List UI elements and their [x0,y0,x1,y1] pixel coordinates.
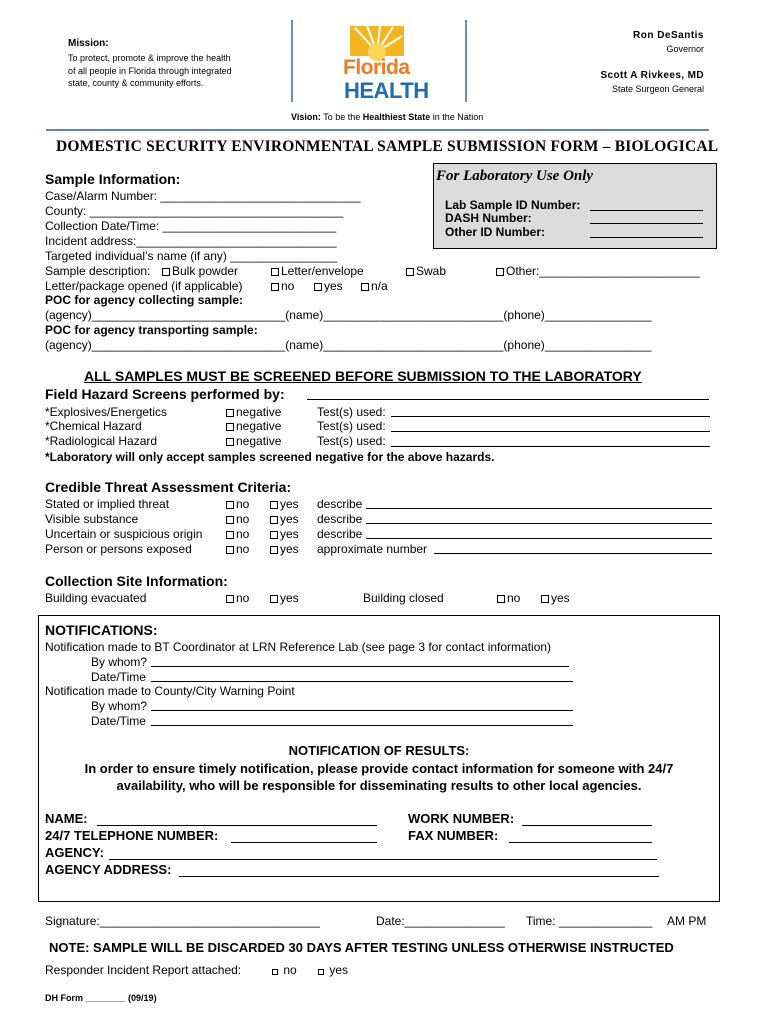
threat-heading: Credible Threat Assessment Criteria: [45,479,292,495]
time-field[interactable]: Time: ______________ [526,914,653,928]
hazard-note: *Laboratory will only accept samples screened negative for the above hazards. [45,450,495,464]
threat-no-checkbox[interactable]: no [226,527,249,541]
surgeon-name: Scott A Rivkees, MD [600,70,704,81]
lab-use-box [433,163,717,249]
hazard-tests-label: Test(s) used: [317,434,386,448]
checkbox-icon[interactable] [361,283,369,291]
notifications-heading: NOTIFICATIONS: [45,622,158,638]
form-title: DOMESTIC SECURITY ENVIRONMENTAL SAMPLE SUBMISSION FORM – BIOLOGICAL [56,138,719,155]
checkbox-icon[interactable] [226,501,234,509]
fax-number-label: FAX NUMBER: [408,828,499,843]
chemical-negative-checkbox[interactable]: negative [226,419,281,433]
checkbox-icon[interactable] [226,423,234,431]
threat-row-label: Uncertain or suspicious origin [45,527,203,541]
swab-checkbox[interactable]: Swab [406,264,446,278]
contact-name-line[interactable] [97,825,377,826]
threat-yes-checkbox[interactable]: yes [270,542,299,556]
checkbox-icon[interactable] [314,283,322,291]
agency-label: AGENCY: [45,845,104,860]
checkbox-icon[interactable] [497,595,505,603]
opened-na-checkbox[interactable]: n/a [361,279,388,293]
threat-no-checkbox[interactable]: no [226,512,249,526]
threat-no-checkbox[interactable]: no [226,542,249,556]
surgeon-title: State Surgeon General [611,84,704,94]
radiological-tests-line[interactable] [391,446,710,447]
lab-sample-id-line[interactable] [590,210,703,211]
hazard-row-label: *Chemical Hazard [45,419,142,433]
notifications-box [38,615,720,902]
work-number-label: WORK NUMBER: [408,811,515,826]
targeted-name-field[interactable]: Targeted individual’s name (if any) ________________ [45,249,337,263]
results-line-2: availability, who will be responsible for disseminating results to other local agencies. [116,778,642,793]
work-number-line[interactable] [522,825,652,826]
dash-number-line[interactable] [590,223,703,224]
threat-describe-line[interactable] [366,508,712,509]
contact-name-label: NAME: [45,811,88,826]
dash-number-label: DASH Number: [445,211,532,225]
telephone-label: 24/7 TELEPHONE NUMBER: [45,828,219,843]
poc-transporting-line[interactable]: (agency)_____________________________(name)___________________________(phone)________________ [45,338,652,352]
responder-no-checkbox[interactable]: no [272,963,297,977]
other-checkbox[interactable]: Other:________________________ [496,264,700,278]
bulk-powder-checkbox[interactable]: Bulk powder [162,264,238,278]
threat-yes-checkbox[interactable]: yes [270,527,299,541]
header-divider-left [291,20,293,102]
threat-yes-checkbox[interactable]: yes [270,497,299,511]
threat-row-label: Stated or implied threat [45,497,170,511]
agency-line[interactable] [109,859,657,860]
building-closed-label: Building closed [363,591,444,605]
logo-florida-text: Florida [343,56,410,79]
hazard-tests-label: Test(s) used: [317,405,386,419]
sample-description-label: Sample description: [45,264,151,278]
county-by-whom-label: By whom? [91,699,148,713]
hazard-tests-label: Test(s) used: [317,419,386,433]
discard-note: NOTE: SAMPLE WILL BE DISCARDED 30 DAYS AFTER TESTING UNLESS OTHERWISE INSTRUCTED [49,940,674,955]
opened-no-checkbox[interactable]: no [271,279,294,293]
signature-field[interactable]: Signature:_________________________________ [45,914,320,928]
threat-describe-line[interactable] [366,523,712,524]
closed-no-checkbox[interactable]: no [497,591,520,605]
bt-by-whom-label: By whom? [91,655,148,669]
threat-approx-line[interactable] [434,553,712,554]
radiological-negative-checkbox[interactable]: negative [226,434,281,448]
checkbox-icon[interactable] [270,516,278,524]
closed-yes-checkbox[interactable]: yes [541,591,570,605]
screening-banner: ALL SAMPLES MUST BE SCREENED BEFORE SUBMISSION TO THE LABORATORY [84,368,642,384]
checkbox-icon[interactable] [271,283,279,291]
letter-envelope-checkbox[interactable]: Letter/envelope [271,264,364,278]
chemical-tests-line[interactable] [391,431,710,432]
county-notification-label: Notification made to County/City Warning Point [45,684,295,698]
lab-box-title: For Laboratory Use Only [436,168,594,184]
responder-report-label: Responder Incident Report attached: [45,963,242,977]
other-id-line[interactable] [590,237,703,238]
opened-yes-checkbox[interactable]: yes [314,279,343,293]
threat-describe-label: describe [317,527,363,541]
threat-row-label: Visible substance [45,512,139,526]
hazard-row-label: *Radiological Hazard [45,434,158,448]
agency-address-line[interactable] [179,876,659,877]
florida-health-logo [340,18,429,104]
county-datetime-label: Date/Time [91,714,146,728]
building-evacuated-label: Building evacuated [45,591,147,605]
checkbox-icon[interactable] [226,595,234,603]
results-title: NOTIFICATION OF RESULTS: [288,743,470,758]
case-number-field[interactable]: Case/Alarm Number: ______________________________ [45,189,361,203]
evacuated-no-checkbox[interactable]: no [226,591,249,605]
checkbox-icon[interactable] [226,546,234,554]
threat-yes-checkbox[interactable]: yes [270,512,299,526]
county-datetime-line[interactable] [151,725,573,726]
threat-no-checkbox[interactable]: no [226,497,249,511]
checkbox-icon[interactable] [226,438,234,446]
bt-datetime-line[interactable] [151,681,573,682]
date-field[interactable]: Date:_______________ [376,914,505,928]
checkbox-icon[interactable] [270,546,278,554]
evacuated-yes-checkbox[interactable]: yes [270,591,299,605]
checkbox-icon[interactable] [271,268,279,276]
threat-describe-line[interactable] [366,538,712,539]
hazard-performer-line[interactable] [307,399,709,400]
checkbox-icon[interactable] [496,268,504,276]
checkbox-icon[interactable] [270,531,278,539]
header-divider-right [465,20,467,102]
mission-title: Mission: [68,38,109,49]
checkbox-icon[interactable] [318,969,324,975]
vision-statement: Vision: To be the Healthiest State in the Nation [291,112,484,122]
am-pm-label: AM PM [667,914,707,928]
bt-notification-label: Notification made to BT Coordinator at LRN Reference Lab (see page 3 for contact information) [45,640,552,654]
governor-name: Ron DeSantis [632,30,704,41]
results-line-1: In order to ensure timely notification, please provide contact information for someone with 24/7 [84,761,674,776]
sample-info-heading: Sample Information: [45,171,181,187]
poc-collecting-line[interactable]: (agency)_____________________________(name)___________________________(phone)________________ [45,308,652,322]
fax-number-line[interactable] [509,842,652,843]
other-id-label: Other ID Number: [445,225,546,239]
checkbox-icon[interactable] [406,268,414,276]
checkbox-icon[interactable] [226,409,234,417]
collection-datetime-field[interactable]: Collection Date/Time: __________________________ [45,219,337,233]
hazard-heading: Field Hazard Screens performed by: [45,386,285,402]
threat-describe-label: describe [317,497,363,511]
county-by-whom-line[interactable] [151,710,573,711]
checkbox-icon[interactable] [226,516,234,524]
lab-sample-id-label: Lab Sample ID Number: [445,198,581,212]
threat-describe-label: describe [317,512,363,526]
mission-text: To protect, promote & improve the health of all people in Florida through integrated state, county & community efforts. [68,53,232,88]
checkbox-icon[interactable] [270,501,278,509]
county-field[interactable]: County: ______________________________________ [45,204,344,218]
threat-approx-label: approximate number [317,542,428,556]
explosives-negative-checkbox[interactable]: negative [226,405,281,419]
logo-health-text: HEALTH [344,78,429,103]
hazard-row-label: *Explosives/Energetics [45,405,168,419]
governor-title: Governor [666,44,704,54]
bt-datetime-label: Date/Time [91,670,146,684]
incident-address-field[interactable]: Incident address:______________________________ [45,234,337,248]
explosives-tests-line[interactable] [391,416,710,417]
checkbox-icon[interactable] [162,268,170,276]
checkbox-icon[interactable] [270,595,278,603]
threat-row-label: Person or persons exposed [45,542,192,556]
poc-transporting-label: POC for agency transporting sample: [45,323,258,337]
bt-by-whom-line[interactable] [151,666,569,667]
agency-address-label: AGENCY ADDRESS: [45,862,172,877]
responder-yes-checkbox[interactable]: yes [318,963,348,977]
checkbox-icon[interactable] [226,531,234,539]
checkbox-icon[interactable] [541,595,549,603]
form-footer: DH Form ________ (09/19) [45,993,157,1003]
telephone-line[interactable] [231,842,377,843]
site-heading: Collection Site Information: [45,573,228,589]
checkbox-icon[interactable] [272,969,278,975]
opened-label: Letter/package opened (if applicable) [45,279,243,293]
header-rule [46,129,709,131]
poc-collecting-label: POC for agency collecting sample: [45,293,244,307]
